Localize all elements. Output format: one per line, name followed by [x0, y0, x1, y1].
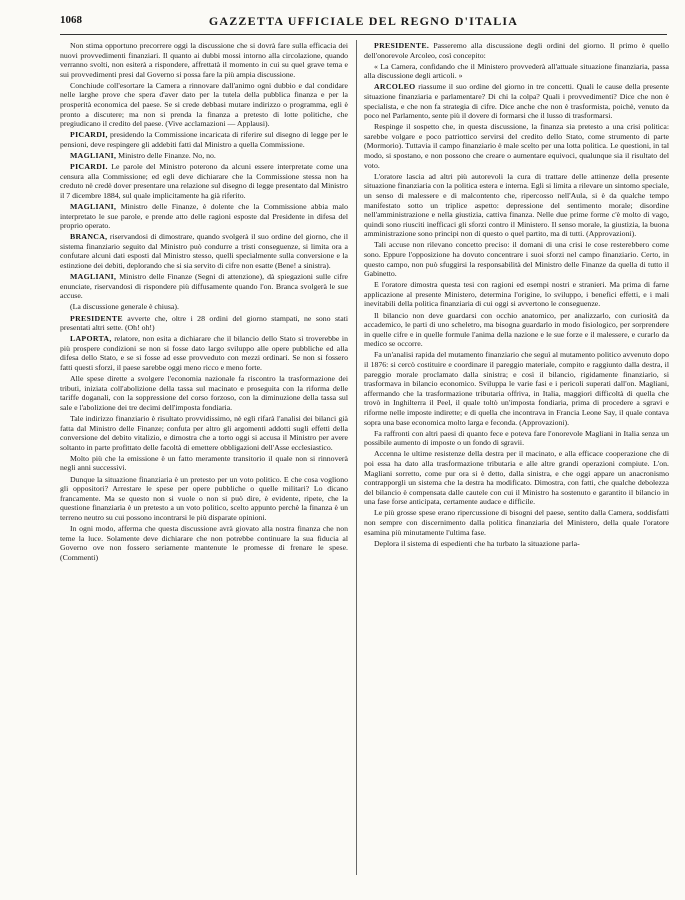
header-rule	[60, 34, 667, 35]
paragraph-text: « La Camera, confidando che il Ministero provvederà all'attuale situazione finanziaria, passa alla discussione degli articoli. »	[364, 61, 669, 81]
paragraph	[60, 524, 348, 562]
paragraph-text: Passeremo alla discussione degli ordini del giorno. Il primo è quello dell'onorevole Arcoleo, così concepito:	[364, 41, 669, 60]
speaker-name: MAGLIANI,	[70, 151, 117, 161]
paragraph	[60, 475, 348, 523]
paragraph	[60, 81, 348, 129]
paragraph	[60, 334, 348, 372]
paragraph	[60, 151, 348, 161]
paragraph	[60, 41, 348, 79]
paragraph	[364, 350, 669, 427]
paragraph-text: Alle spese dirette a svolgere l'economia nazionale fa riscontro la trasformazione dei tributi, iniziata coll'abolizione della tassa sul macinato e proseguita con la riforma delle tariffe doganali, con la soppressione del corso forzoso, con la diminuzione della tassa sul sale e l'abolizione dei tre decimi dell'imposta fondiaria.	[60, 374, 348, 412]
paragraph	[60, 414, 348, 452]
speaker-name: PICARDI.	[70, 162, 108, 172]
paragraph-text: Fa un'analisi rapida del mutamento finanziario che seguì al mutamento politico avvenuto dopo il 1876: si cercò costituire e coordinare il pareggio materiale, compito e raggiunto dalla destra, il pareggio morale proclamato dalla sinistra; e così il bilancio, rigidamente finanziario, si trasformava in bilancio economico. Sviluppa le varie fasi e i pericoli superati dall'on. Magliani, affermando che la trasformazione tributaria offriva, in Italia, maggiori difficoltà di quella che trovò in Inghilterra il Peel, il quale toltò un'imposta fondiaria, prima di procedere a sgravi e riforme nelle imposte indirette; e di quella che incontrava in Francia Leone Say, il quale contava sopra una base economica molto larga e feconda. (Approvazioni).	[364, 350, 669, 427]
journal-title: GAZZETTA UFFICIALE DEL REGNO D'ITALIA	[208, 14, 519, 28]
paragraph-text: Accenna le ultime resistenze della destra per il macinato, e alla efficace cooperazione che di poi essa ha dato alla trasformazione tributaria e alle altre grandi operazioni compiute. L'on. Magliani sorretto, come pur ora si è detto, dalla sinistra, e che oggi appare un anacronismo contrapporgli un sistema che la destra ha modificato. Dimostra, con fatti, che qualche debolezza del bilancio è compensata dalle cautele con cui il Ministro ha sostenuto e garantito il bilancio in una fase forse anticipata, certamente audace e difficile.	[364, 449, 669, 507]
page-header	[60, 14, 667, 30]
paragraph-text: Le più grosse spese erano ripercussione di bisogni del paese, sentito dalla Camera, soddisfatti non sempre con discernimento dalla politica finanziaria del Ministero, della quale l'oratore esamina più minutamente l'ultima fase.	[364, 508, 669, 537]
paragraph	[364, 311, 669, 349]
paragraph	[60, 302, 348, 312]
paragraph	[364, 122, 669, 170]
right-column	[364, 41, 669, 550]
paragraph-text: Tale indirizzo finanziario è risultato provvidissimo, nè egli rifarà l'analisi dei bilanci già fatta dal Ministro delle Finanze; confuta per altro gli argomenti addotti sugli effetti della conversione del debito vitalizio, e dimostra che a torto oggi si accusa il Ministro per avere soltanto in parte profittato delle facoltà di emettere obbligazioni dell'Asse ecclesiastico.	[60, 413, 348, 452]
paragraph	[364, 240, 669, 278]
paragraph-text: avverte che, oltre i 28 ordini del giorno stampati, ne sono stati presentati altri sette. (Oh! oh!)	[60, 313, 348, 333]
paragraph-text: Ministro delle Finanze. No, no.	[116, 151, 216, 161]
left-column	[60, 41, 348, 564]
paragraph-text: Conchiude coll'esortare la Camera a rinnovare dall'animo ogni dubbio e dal condidare nelle larghe prove che spera d'aver dato per la tutela della pubblica finanza e per la prosperità economica del paese. Se si crede debbasi mutare indirizzo o programma, egli è pronto a discutere; ma non si prenda la finanza a pretesto di lotte politiche, che pregiudicano il credito del paese. (Vive acclamazioni — Applausi).	[60, 80, 348, 129]
paragraph-text: riassume il suo ordine del giorno in tre concetti. Quali le cause della presente situazione finanziaria e parlamentare? Di chi la colpa? Quali i provvedimenti? Dice che non è specialista, e che non fa strategia di cifre. Dice anche che non è trasformista, poichè, venuto da poco nel Parlamento, sente più il dovere di formarsi che il lusso di trasformarsi.	[364, 82, 669, 121]
paragraph	[60, 314, 348, 333]
paragraph-text: L'oratore lascia ad altri più autorevoli la cura di trattare delle attinenze della presente situazione finanziaria con la politica estera e interna. Egli si limita a rilevare un sintomo speciale, un senso di malessere e di malcontento che, ripercosso nell'Aula, si è da qualche tempo manifestato sotto un triplice aspetto: depressione del sentimento morale; disordine nell'amministrazione e nella giustizia, cattiva finanza. Nelle due prime forme c'è molto di vago, quindi sono riusciti inefficaci gli sforzi contro il Ministero. Il senso morale, la giustizia, la buona amministrazione sono principi non di questo o quel partito, ma di tutti. (Approvazioni).	[364, 171, 669, 239]
paragraph	[364, 429, 669, 448]
column-divider	[356, 40, 357, 875]
paragraph-text: Non stima opportuno precorrere oggi la discussione che si dovrà fare sulla efficacia dei nuovi provvedimenti finanziari. Il quanto ai dubbi mossi intorno alla circolazione, quando verranno svolti, non esiterà a rispondere, affrettatà il momento in cui su quel grave tema e sui provvedimenti presi dal Governo si possa fare la più ampia discussione.	[60, 41, 348, 79]
speaker-name: PRESIDENTE	[70, 313, 123, 323]
paragraph	[60, 454, 348, 473]
paragraph	[364, 41, 669, 60]
paragraph	[60, 162, 348, 200]
page-number: 1068	[60, 14, 82, 26]
speaker-name: PICARDI,	[70, 130, 108, 140]
paragraph	[364, 539, 669, 549]
paragraph-text: riservandosi di dimostrare, quando svolgerà il suo ordine del giorno, che il sistema finanziario seguito dal Ministro può condurre a tristi conseguenze, si limita ora a confutare alcuni dati esposti dal Ministro stesso, quelli specialmente sulla conversione e la estinzione dei debiti, deplorando che si sia servito di cifre non esatte (Bene! a sinistra).	[60, 232, 348, 271]
paragraph	[60, 232, 348, 270]
speaker-name: MAGLIANI,	[70, 272, 117, 282]
paragraph	[364, 280, 669, 309]
speaker-name: LAPORTA,	[70, 334, 112, 344]
paragraph-text: presidendo la Commissione incaricata di riferire sul disegno di legge per le pensioni, deve respingere gli addebiti fatti dal Ministro a quella Commissione.	[60, 130, 348, 149]
paragraph	[364, 449, 669, 507]
paragraph	[364, 82, 669, 120]
paragraph-text: Ministro delle Finanze, è dolente che la Commissione abbia malo interpretato le sue parole, e prende atto delle ragioni esposte dal Presidente in difesa del proprio operato.	[60, 202, 348, 231]
paragraph-text: Ministro delle Finanze (Segni di attenzione), dà spiegazioni sulle cifre enunciate, riservandosi di rispondere più diffusamente quando l'on. Branca svolgerà le sue accuse.	[60, 272, 348, 301]
paragraph-text: (La discussione generale è chiusa).	[70, 302, 179, 312]
paragraph	[364, 172, 669, 239]
speaker-name: MAGLIANI,	[70, 202, 117, 211]
paragraph-text: relatore, non esita a dichiarare che il bilancio dello Stato si troverebbe in più prospere condizioni se non si fosse dato largo sviluppo alle opere pubbliche ed alla difesa dello Stato, e se si fosse ad esse provveduto con mezzi ordinari. Se non si fossero fatti questi sforzi, il paese sarebbe oggi meno ricco e meno forte.	[60, 334, 348, 372]
paragraph	[60, 374, 348, 412]
paragraph-text: Respinge il sospetto che, in questa discussione, la finanza sia pretesto a una crisi politica: sarebbe volgare e poco patriottico servirsi del credito dello Stato, come strumento di parte (Mormorio). Tuttavia il campo finanziario è male scelto per una lotta politica. Le questioni, in tal modo, si spostano, e non possono che creare o aumentare equivoci, qualunque sia il risultato del voto.	[364, 122, 669, 170]
paragraph-text: Le parole del Ministro poterono da alcuni essere interpretate come una censura alla Commissione; ed egli deve dichiarare che la Commissione stessa non ha creduto nè credè dover presentare una relazione sul disegno di legge presentato dal Ministro il 7 dicembre 1884, sul quale implicitamente ha già riferito.	[60, 162, 348, 200]
paragraph	[60, 272, 348, 301]
paragraph	[60, 202, 348, 231]
speaker-name: ARCOLEO	[374, 82, 416, 92]
paragraph-text: E l'oratore dimostra questa tesi con ragioni ed esempi nostri e stranieri. Ma prima di farne applicazione al presente Ministero, determina l'origine, lo sviluppo, i benefici effetti, e i mali inevitabili della politica finanziaria di cui oggi si avvertono le conseguenze.	[364, 280, 669, 309]
paragraph-text: Dunque la situazione finanziaria è un pretesto per un voto politico. E che cosa vogliono gli oppositori? Arrestare le spese per opere pubbliche o quelle militari? Lo dicano francamente. Ma se questo non si vuole o non si può dire, è evidente, ripete, che la questione finanziaria è un pretesto a un voto politico, scelto appunto perchè la finanza è un terreno neutro su cui possono incontrarsi le più disparate opinioni.	[60, 474, 348, 522]
paragraph	[60, 130, 348, 149]
paragraph-text: Tali accuse non rilevano concetto preciso: il domani di una crisi le cose resterebbero come sono. Eppure l'opposizione ha dovuto concentrare i suoi sforzi nel campo finanziario. Certo, in questo campo, non può sfuggirsi la responsabilità del Ministro delle Finanze da quella di tutto il Gabinetto.	[364, 240, 669, 279]
paragraph	[364, 508, 669, 537]
speaker-name: PRESIDENTE.	[374, 41, 430, 50]
paragraph-text: Fa raffronti con altri paesi di quanto fece e poteva fare l'onorevole Magliani in Italia senza un possibile aumento di imposte o un fondo di sgravii.	[364, 428, 669, 448]
paragraph-text: Il bilancio non deve guardarsi con occhio anatomico, per analizzarlo, con curiosità da accademico, le parti di uno scheletro, ma bisogna guardarlo in modo fisiologico, per sorprendere in quelle cifre e in quelle formule l'anima della nazione e le sue forze e il malessere, e curarlo da medico se occorre.	[364, 310, 669, 349]
paragraph	[364, 62, 669, 81]
paragraph-text: In ogni modo, afferma che questa discussione avrà giovato alla nostra finanza che non teme la luce. Solamente deve dichiarare che non potrebbe continuare la sua fiducia al Governo ove non fossero seriamente mantenute le promesse di frenare le spese. (Commenti)	[60, 524, 348, 562]
paragraph-text: Deplora il sistema di espedienti che ha turbato la situazione parla-	[374, 538, 580, 548]
speaker-name: BRANCA,	[70, 232, 108, 242]
paragraph-text: Molto più che la emissione è un fatto meramente transitorio il quale non si rinnoverà negli anni successivi.	[60, 453, 348, 473]
